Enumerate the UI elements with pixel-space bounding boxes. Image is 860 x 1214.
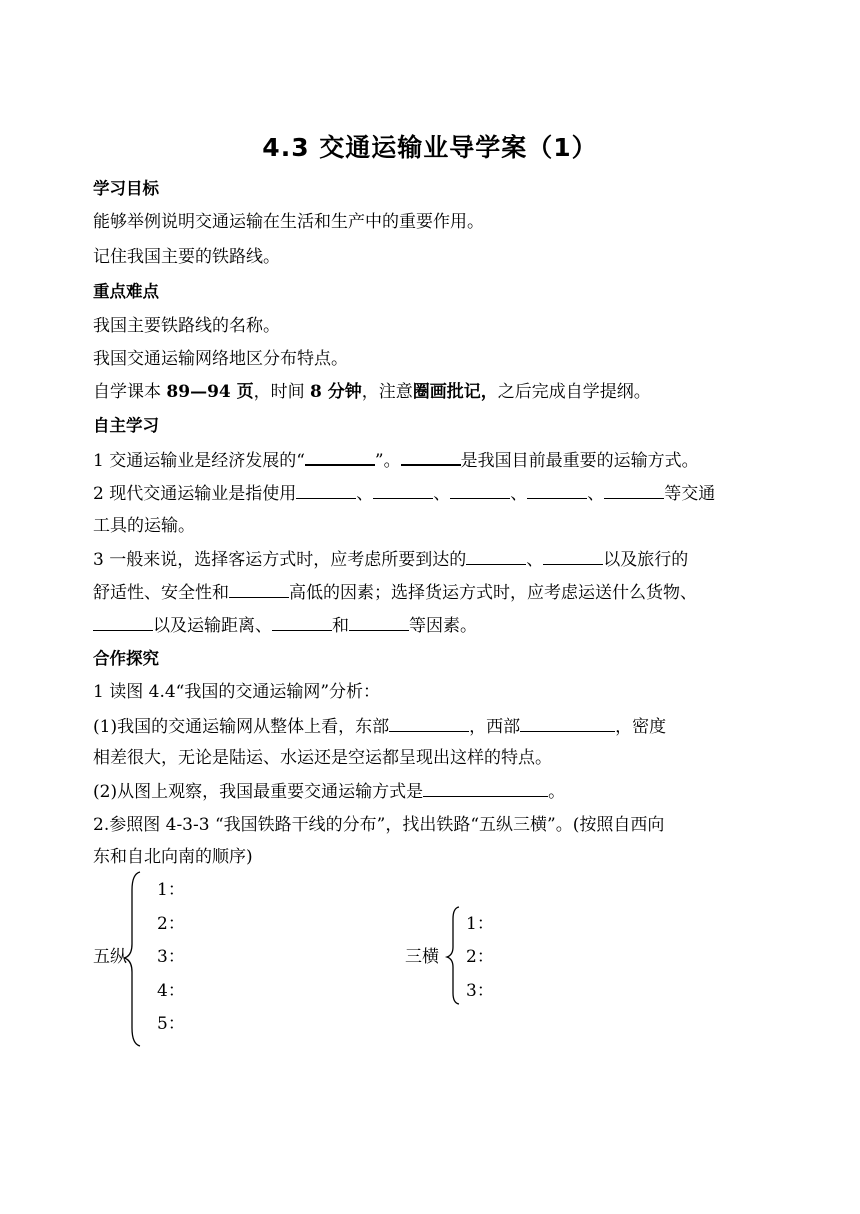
objective-item: 记住我国主要的铁路线。	[93, 247, 280, 267]
instruction-text: 之后完成自学提纲。	[497, 382, 651, 402]
fill-blank[interactable]	[229, 580, 289, 598]
page-title: 4.3 交通运输业导学案（1）	[262, 133, 598, 162]
cooperation-q2: 2.参照图 4-3-3 “我国铁路干线的分布”，找出铁路“五纵三横”。(按照自西向	[93, 815, 665, 835]
horizontal-label: 三横	[405, 947, 439, 967]
fill-blank[interactable]	[423, 779, 548, 797]
q1-2-text: (2)从图上观察，我国最重要交通运输方式是	[93, 782, 424, 802]
cooperation-q1-1	[93, 714, 773, 738]
q3-text: 舒适性、安全性和	[93, 583, 229, 603]
fill-blank[interactable]	[349, 613, 409, 631]
left-brace-icon	[128, 870, 148, 1050]
fill-blank[interactable]	[296, 481, 356, 499]
fill-blank[interactable]	[520, 714, 615, 732]
q1-text: 是我国目前最重要的运输方式。	[460, 451, 699, 471]
q1-1-text: ，西部	[469, 717, 521, 737]
cooperation-heading: 合作探究	[93, 649, 159, 668]
left-brace-icon	[450, 905, 466, 1005]
separator: 、	[587, 484, 605, 504]
instruction-method: 圈画批记，	[412, 382, 498, 402]
fill-blank[interactable]	[401, 447, 461, 466]
q3-text: 以及运输距离、	[153, 616, 272, 636]
self-study-q1	[93, 447, 773, 471]
fill-blank[interactable]	[389, 714, 469, 732]
q1-2-text: 。	[548, 782, 566, 802]
q1-1-text: (1)我国的交通运输网从整体上看，东部	[93, 717, 390, 737]
self-study-q2-cont: 工具的运输。	[93, 516, 195, 536]
key-points-heading: 重点难点	[93, 282, 159, 301]
cooperation-q1-2	[93, 779, 773, 803]
fill-blank[interactable]	[450, 481, 510, 499]
q3-text: 和	[332, 616, 349, 636]
separator: 、	[433, 484, 451, 504]
objective-item: 能够举例说明交通运输在生活和生产中的重要作用。	[93, 212, 484, 232]
fill-blank[interactable]	[604, 481, 664, 499]
q1-1-text: ，密度	[615, 717, 667, 737]
horizontal-item: 3：	[466, 981, 494, 1001]
instruction-text: ，时间	[253, 382, 311, 402]
cooperation-q1-1-cont: 相差很大，无论是陆运、水运还是空运都呈现出这样的特点。	[93, 748, 552, 768]
vertical-item: 1：	[157, 880, 185, 900]
self-study-instruction	[93, 380, 773, 404]
instruction-time: 8 分钟	[310, 382, 362, 402]
self-study-heading: 自主学习	[93, 416, 159, 435]
q1-text: ”。	[374, 451, 401, 471]
self-study-q2	[93, 481, 773, 505]
q3-text: 以及旅行的	[603, 550, 689, 570]
vertical-label: 五纵	[93, 947, 127, 967]
self-study-q3-cont	[93, 580, 773, 604]
fill-blank[interactable]	[93, 613, 153, 631]
cooperation-q1: 1 读图 4.4“我国的交通运输网”分析：	[93, 682, 381, 702]
vertical-item: 5：	[157, 1014, 185, 1034]
fill-blank[interactable]	[543, 547, 603, 565]
horizontal-item: 1：	[466, 914, 494, 934]
fill-blank[interactable]	[527, 481, 587, 499]
instruction-pages: 89—94 页	[166, 382, 254, 402]
q3-text: 高低的因素；选择货运方式时，应考虑运送什么货物、	[289, 583, 697, 603]
fill-blank[interactable]	[272, 613, 332, 631]
fill-blank[interactable]	[466, 547, 526, 565]
vertical-item: 3：	[157, 947, 185, 967]
q3-text: 等因素。	[409, 616, 477, 636]
separator: 、	[510, 484, 528, 504]
objectives-heading: 学习目标	[93, 179, 159, 198]
key-point-item: 我国主要铁路线的名称。	[93, 316, 280, 336]
vertical-item: 4：	[157, 981, 185, 1001]
q2-text: 等交通	[664, 484, 716, 504]
q2-text: 2 现代交通运输业是指使用	[93, 484, 297, 504]
q3-text: 3 一般来说，选择客运方式时，应考虑所要到达的	[93, 550, 467, 570]
fill-blank[interactable]	[373, 481, 433, 499]
separator: 、	[526, 550, 544, 570]
key-point-item: 我国交通运输网络地区分布特点。	[93, 349, 348, 369]
horizontal-item: 2：	[466, 947, 494, 967]
vertical-item: 2：	[157, 914, 185, 934]
cooperation-q2-cont: 东和自北向南的顺序)	[93, 847, 253, 867]
self-study-q3	[93, 547, 773, 571]
fill-blank[interactable]	[305, 447, 375, 466]
instruction-text: 自学课本	[93, 382, 167, 402]
instruction-text: ，注意	[361, 382, 413, 402]
q1-text: 1 交通运输业是经济发展的“	[93, 451, 305, 471]
self-study-q3-cont	[93, 613, 773, 637]
separator: 、	[356, 484, 374, 504]
